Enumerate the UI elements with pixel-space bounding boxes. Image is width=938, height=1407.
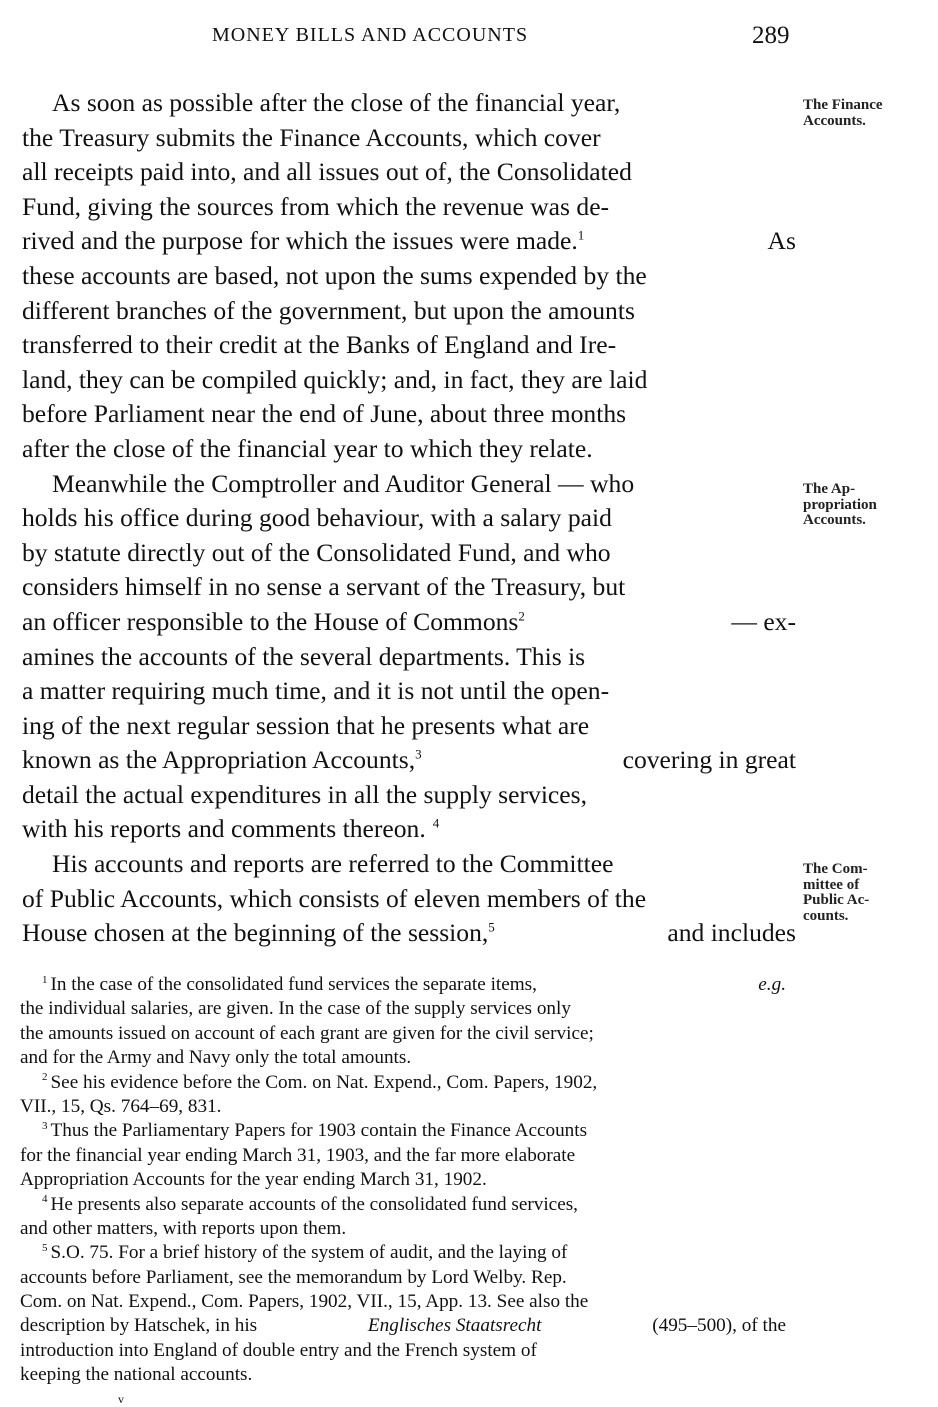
- footnote-3: $^3$ Thus the Parliamentary Papers for 1903 contain the Finance Accounts for the financial year ending March 31, 1903, and the far more elaborate Appropriation Accounts for the year ending March 31, 1902.: [20, 1119, 588, 1191]
- text-line: Meanwhile the Comptroller and Auditor General — who: [52, 468, 635, 498]
- footnote-ref: 4: [432, 815, 440, 831]
- paragraph-finance-accounts: [22, 86, 796, 467]
- text-line: known as the Appropriation Accounts,$^3$ covering in great: [22, 745, 796, 775]
- footnote-1: $^1$ In the case of the consolidated fund services the separate items, e.g. the individual salaries, are given. In the case of the supply services only the amounts issued on account of each grant are given for the civil service; and for the Army and Navy only the total amounts.: [20, 973, 786, 1069]
- signature-mark: v: [118, 1392, 124, 1406]
- footnotes: [20, 973, 786, 1388]
- text-line: these accounts are based, not upon the sums expended by the: [22, 260, 647, 290]
- text-line: transferred to their credit at the Banks of England and Ire-: [22, 330, 617, 360]
- text-line: amines the accounts of the several departments. This is: [22, 641, 586, 671]
- text-line: before Parliament near the end of June, about three months: [22, 399, 627, 429]
- page-number: 289: [752, 22, 790, 49]
- text-line: different branches of the government, but upon the amounts: [22, 295, 635, 325]
- text-line: with his reports and comments thereon. $^4$: [22, 814, 440, 844]
- text-line: His accounts and reports are referred to the Committee: [52, 849, 614, 879]
- text-line: considers himself in no sense a servant of the Treasury, but: [22, 572, 626, 602]
- text-line: a matter requiring much time, and it is not until the open-: [22, 676, 610, 706]
- side-note-finance-accounts: The Finance Accounts.: [803, 97, 883, 129]
- text-line: by statute directly out of the Consolidated Fund, and who: [22, 537, 611, 567]
- text-line: As soon as possible after the close of the financial year,: [52, 88, 621, 117]
- text-line: after the close of the financial year to which they relate.: [22, 433, 593, 463]
- text-line: of Public Accounts, which consists of eleven members of the: [22, 883, 647, 913]
- text-line: all receipts paid into, and all issues out of, the Consolidated: [22, 157, 632, 187]
- side-note-committee-public-accounts: The Com- mittee of Public Ac- counts.: [803, 861, 870, 924]
- running-head: [0, 22, 800, 54]
- paragraph-appropriation-accounts: [22, 467, 796, 848]
- footnote-5: $^5$ S.O. 75. For a brief history of the system of audit, and the laying of accounts before Parliament, see the memorandum by Lord Welby. Rep. Com. on Nat. Expend., Com. Papers, 1902, VII., 15, App. 13. See also the description by Hatschek, in his Englisches Staatsrecht (495–500), of the introduction into England of double entry and the French system of keeping the national accounts.: [20, 1241, 786, 1386]
- footnote-ref: 3: [415, 746, 422, 762]
- side-note-appropriation-accounts: The Ap- propriation Accounts.: [803, 481, 877, 528]
- footnote-2: $^2$ See his evidence before the Com. on Nat. Expend., Com. Papers, 1902, VII., 15, Qs. 764–69, 831.: [20, 1071, 598, 1117]
- footnote-ref: 2: [518, 608, 525, 624]
- text-line: House chosen at the beginning of the session,$^5$ and includes: [22, 918, 796, 948]
- text-line: an officer responsible to the House of Commons$^2$ — ex-: [22, 606, 796, 636]
- text-line: land, they can be compiled quickly; and, in fact, they are laid: [22, 364, 648, 394]
- text-line: the Treasury submits the Finance Accounts, which cover: [22, 122, 601, 152]
- footnote-ref: 1: [577, 227, 585, 243]
- text-line: holds his office during good behaviour, with a salary paid: [22, 503, 612, 533]
- text-line: detail the actual expenditures in all the supply services,: [22, 779, 588, 809]
- body-text: [22, 86, 796, 951]
- text-line: Fund, giving the sources from which the revenue was de-: [22, 191, 610, 221]
- footnote-ref: 5: [488, 919, 495, 935]
- paragraph-committee-public-accounts: [22, 847, 796, 951]
- running-title: MONEY BILLS AND ACCOUNTS: [212, 24, 529, 46]
- footnote-4: $^4$ He presents also separate accounts of the consolidated fund services, and other matters, with reports upon them.: [20, 1193, 578, 1239]
- text-line: ing of the next regular session that he presents what are: [22, 710, 590, 740]
- text-line: rived and the purpose for which the issues were made.$^1$ As: [22, 226, 796, 256]
